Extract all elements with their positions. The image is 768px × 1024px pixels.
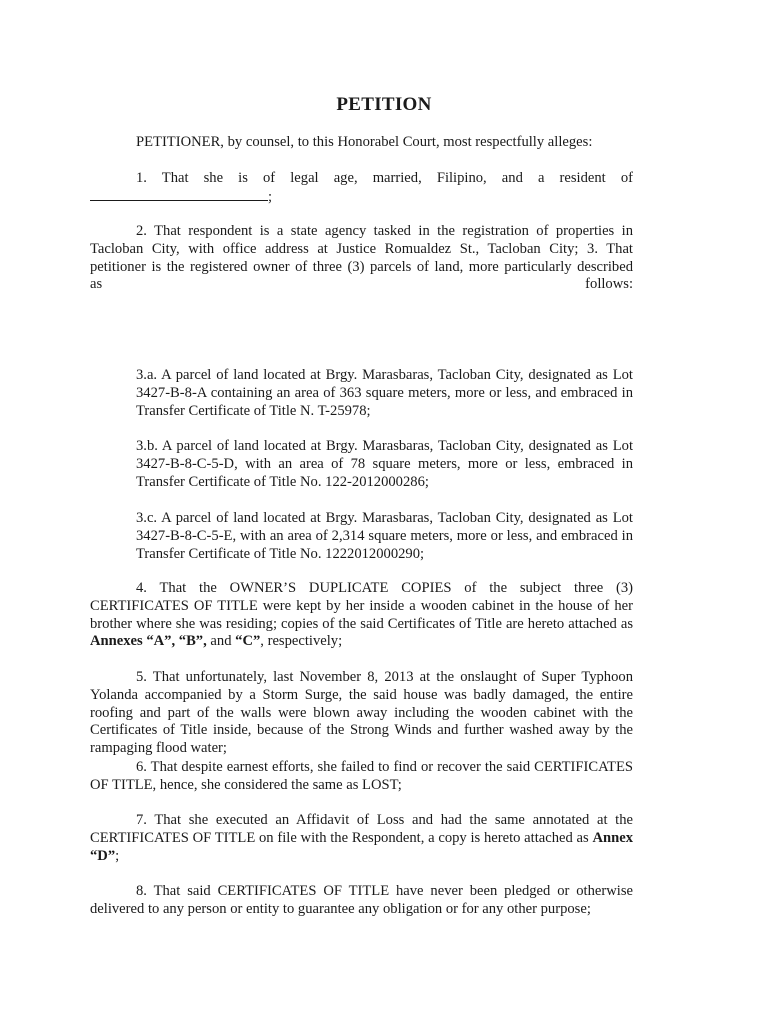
- paragraph-2: [90, 223, 633, 294]
- paragraph-3c: 3.c. A parcel of land located at Brgy. Marasbaras, Tacloban City, designated as Lot 3427-B-8-C-5-E, with an area of 2,314 square meters, more or less, and embraced in Transfer Certificate of Title No. 1222012000290;: [136, 510, 633, 562]
- paragraph-4-and: and: [206, 633, 236, 650]
- paragraph-4-text: 4. That the OWNER’S DUPLICATE COPIES of the subject three (3) CERTIFICATES OF TITLE were kept by her inside a wooden cabinet in the house of her brother where she was residing; copies of the said Certificates of Title are hereto attached as: [90, 580, 633, 632]
- paragraph-6: 6. That despite earnest efforts, she failed to find or recover the said CERTIFICATES OF TITLE, hence, she considered the same as LOST;: [90, 759, 633, 793]
- paragraph-4-end: , respectively;: [260, 633, 343, 650]
- paragraph-7-text: 7. That she executed an Affidavit of Loss and had the same annotated at the CERTIFICATES OF TITLE on file with the Respondent, a copy is hereto attached as: [90, 812, 633, 846]
- annex-d: Annex “D”: [90, 829, 633, 864]
- paragraph-2-as: as: [90, 276, 103, 293]
- paragraph-3a: 3.a. A parcel of land located at Brgy. Marasbaras, Tacloban City, designated as Lot 3427-B-8-A containing an area of 363 square meters, more or less, and embraced in Transfer Certificate of Title N. T-25978;: [136, 367, 633, 419]
- annex-c: “C”: [235, 633, 261, 650]
- paragraph-5: 5. That unfortunately, last November 8, 2013 at the onslaught of Super Typhoon Yolanda accompanied by a Storm Surge, the said house was badly damaged, the entire roofing and part of the walls were blown away including the wooden cabinet with the Certificates of Title inside, because of the Strong Winds and further washed away by the rampaging flood water;: [90, 669, 633, 757]
- blank-line: [90, 188, 268, 201]
- paragraph-1: [90, 170, 633, 207]
- paragraph-4: [90, 580, 633, 651]
- intro-paragraph: PETITIONER, by counsel, to this Honorabel Court, most respectfully alleges:: [136, 134, 593, 150]
- paragraph-1-end: ;: [268, 188, 273, 205]
- paragraph-2-text: 2. That respondent is a state agency tasked in the registration of properties in Tacloban City, with office address at Justice Romualdez St., Tacloban City; 3. That petitioner is the registered owner of three (3) parcels of land, more particularly described: [90, 223, 633, 275]
- paragraph-8: 8. That said CERTIFICATES OF TITLE have never been pledged or otherwise delivered to any person or entity to guarantee any obligation or for any other purpose;: [90, 883, 633, 917]
- paragraph-2-follows: follows:: [585, 276, 633, 293]
- page-title: PETITION: [336, 94, 432, 115]
- paragraph-1-text: 1. That she is of legal age, married, Filipino, and a resident of: [136, 170, 633, 186]
- paragraph-7-end: ;: [115, 847, 120, 864]
- paragraph-2-last-line: [90, 276, 633, 294]
- paragraph-7: [90, 812, 633, 865]
- paragraph-3b: 3.b. A parcel of land located at Brgy. Marasbaras, Tacloban City, designated as Lot 3427-B-8-C-5-D, with an area of 78 square meters, more or less, embraced in Transfer Certificate of Title No. 122-2012000286;: [136, 438, 633, 490]
- annexes-abc: Annexes “A”, “B”,: [90, 633, 207, 650]
